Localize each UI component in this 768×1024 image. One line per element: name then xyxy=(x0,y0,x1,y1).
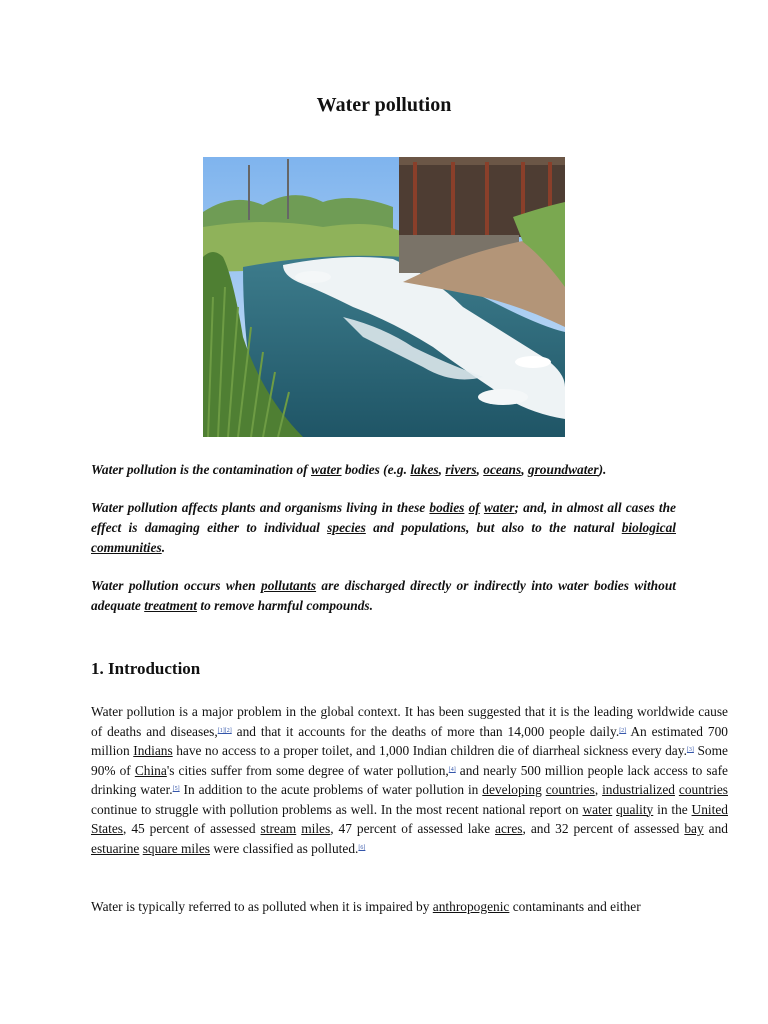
inline-link[interactable]: water xyxy=(483,500,515,515)
text-run: and that it accounts for the deaths of more than 14,000 people daily. xyxy=(231,723,620,739)
text-run: , 45 percent of assessed xyxy=(123,821,261,836)
text-run: 's cities suffer from some degree of water pollution, xyxy=(166,762,449,778)
inline-link[interactable]: lakes xyxy=(410,462,439,477)
inline-link[interactable]: square miles xyxy=(142,840,211,856)
text-run: , and 32 percent of assessed xyxy=(522,821,685,836)
text-run: in the xyxy=(653,801,692,817)
text-run: Water pollution affects plants and organisms living in these xyxy=(91,500,430,515)
text-run: and xyxy=(703,821,729,836)
intro-paragraph-1 xyxy=(91,460,676,480)
inline-link[interactable]: oceans xyxy=(483,462,522,477)
text-run: , xyxy=(476,462,484,477)
inline-link[interactable]: quality xyxy=(616,801,654,817)
inline-link[interactable]: stream xyxy=(260,821,297,836)
inline-link[interactable]: rivers xyxy=(445,462,477,477)
citation-link[interactable]: [1][2] xyxy=(217,727,232,734)
inline-link[interactable]: pollutants xyxy=(261,578,317,593)
citation-link[interactable]: [5] xyxy=(172,786,180,792)
inline-link[interactable]: treatment xyxy=(144,598,198,613)
text-run: ; and, in almost all cases the effect is damaging either to individual xyxy=(91,500,677,535)
inline-link[interactable]: industrialized xyxy=(602,782,675,797)
inline-link[interactable]: biological communities xyxy=(91,520,677,555)
inline-link[interactable]: developing xyxy=(482,782,542,797)
text-run: and populations, but also to the natural xyxy=(365,520,622,535)
citation-ref xyxy=(449,767,456,773)
text-run: , xyxy=(438,462,446,477)
text-run: Water pollution occurs when xyxy=(91,578,261,593)
text-run: ). xyxy=(598,462,607,477)
inline-link[interactable]: States xyxy=(91,821,123,836)
inline-link[interactable]: acres xyxy=(495,821,523,836)
inline-link[interactable]: bay xyxy=(684,821,704,836)
intro-paragraph-3 xyxy=(91,576,676,616)
citation-ref xyxy=(218,728,232,734)
inline-link[interactable]: China xyxy=(134,762,167,778)
citation-ref xyxy=(173,786,180,792)
polluted-river-photo xyxy=(203,157,565,437)
introduction-paragraph-2 xyxy=(91,897,728,917)
inline-link[interactable]: of xyxy=(468,500,480,515)
text-run: to remove harmful compounds. xyxy=(197,598,373,613)
inline-link[interactable]: bodies xyxy=(429,500,465,515)
intro-paragraph-2 xyxy=(91,498,676,558)
text-run: were classified as polluted. xyxy=(210,840,359,856)
text-run: Water pollution is the contamination of xyxy=(91,462,311,477)
text-run: and nearly 500 million people lack access to safe drinking water. xyxy=(91,762,728,797)
citation-link[interactable]: [3] xyxy=(686,747,694,753)
inline-link[interactable]: Indians xyxy=(133,743,173,758)
inline-link[interactable]: miles xyxy=(301,821,331,836)
text-run: . xyxy=(161,540,166,555)
text-run: Water pollution is a major problem in the global context. It has been suggested that it is the leading worldwide cause of deaths and diseases, xyxy=(91,704,728,739)
citation-link[interactable]: [2] xyxy=(619,727,627,734)
inline-link[interactable]: groundwater xyxy=(527,462,599,477)
text-run: , xyxy=(521,462,528,477)
text-run: An estimated 700 million xyxy=(91,723,729,758)
text-run: have no access to a proper toilet, and 1,000 Indian children die of diarrheal sickness every day. xyxy=(172,743,687,758)
inline-link[interactable]: water xyxy=(311,462,342,477)
inline-link[interactable]: anthropogenic xyxy=(432,899,510,914)
introduction-paragraph-1 xyxy=(91,702,728,858)
citation-ref xyxy=(687,747,694,753)
page-title: Water pollution xyxy=(316,94,452,116)
inline-link[interactable]: United xyxy=(691,801,728,817)
inline-link[interactable]: water xyxy=(582,801,613,817)
text-run: , 47 percent of assessed lake xyxy=(330,821,496,836)
text-run: Water is typically referred to as polluted when it is impaired by xyxy=(91,899,433,914)
citation-link[interactable]: [4] xyxy=(448,766,456,773)
citation-link[interactable]: [6] xyxy=(358,844,366,851)
text-run: bodies (e.g. xyxy=(341,462,411,477)
text-run: are discharged directly or indirectly into water bodies without adequate xyxy=(91,578,676,613)
citation-ref xyxy=(358,845,365,851)
inline-link[interactable]: species xyxy=(327,520,366,535)
text-run: Some 90% of xyxy=(91,743,728,778)
text-run: In addition to the acute problems of water pollution in xyxy=(179,782,483,797)
text-run: continue to struggle with pollution problems as well. In the most recent national report on xyxy=(91,801,583,817)
text-run: , xyxy=(594,782,603,797)
section-heading-introduction: 1. Introduction xyxy=(91,659,201,678)
inline-link[interactable]: countries xyxy=(545,782,595,797)
inline-link[interactable]: countries xyxy=(678,782,728,797)
text-run: contaminants and either xyxy=(509,899,641,914)
inline-link[interactable]: estuarine xyxy=(91,840,140,856)
